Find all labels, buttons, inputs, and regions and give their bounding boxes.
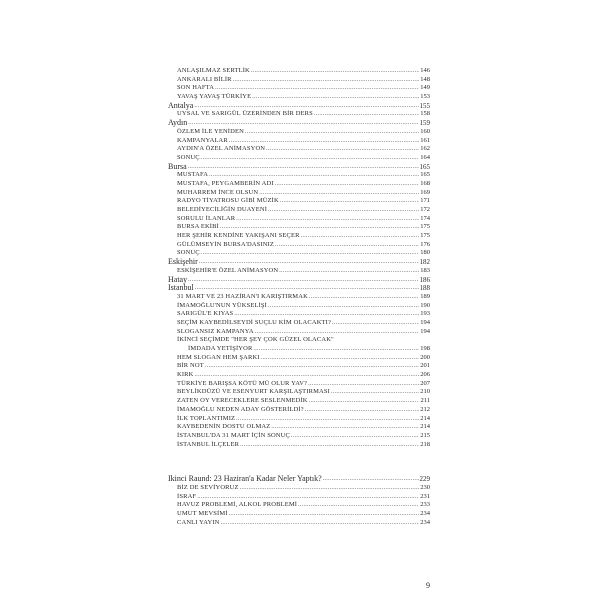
dot-leader <box>205 362 419 371</box>
toc-entry-page: 234 <box>420 518 430 526</box>
dot-leader <box>220 223 419 232</box>
dot-leader <box>308 380 419 389</box>
toc-entry-title: UMUT MEVSİMİ <box>177 510 228 517</box>
toc-entry-page: 234 <box>420 510 430 517</box>
toc-entry-title: GÜLÜMSEYİN BURSA'DASINIZ <box>177 240 275 248</box>
toc-subentry <box>168 241 430 250</box>
toc-subentry <box>168 345 430 354</box>
toc-subentry <box>168 328 430 337</box>
dot-leader <box>229 137 419 146</box>
toc-subentry <box>168 336 430 345</box>
toc-entry-title: SONUÇ <box>177 153 200 161</box>
toc-entry-title: İstanbul <box>168 284 194 293</box>
toc-entry-title: BİZ DE SEVİYORUZ <box>177 483 239 491</box>
dot-leader <box>188 276 418 285</box>
toc-entry-title: ANLAŞILMAZ SERTLİK <box>177 67 250 74</box>
toc-entry-page: 218 <box>420 440 430 448</box>
toc-entry-title: ÖZLEM İLE YENİDEN <box>177 127 244 135</box>
dot-leader <box>201 249 419 258</box>
dot-leader <box>199 258 419 267</box>
toc-entry-page: 168 <box>420 179 430 187</box>
toc-entry-page: 201 <box>420 362 430 370</box>
dot-leader <box>301 232 420 241</box>
toc-entry-title: MUSTAFA, PEYGAMBERİN ADI <box>177 179 274 187</box>
dot-leader <box>229 510 420 519</box>
toc-subentry <box>168 406 430 415</box>
toc-entry-page: 233 <box>420 501 430 509</box>
toc-subentry <box>168 388 430 397</box>
toc-entry-title: ESKİŞEHİR'E ÖZEL ANİMASYON <box>177 266 279 274</box>
toc-subentry <box>168 319 430 328</box>
toc-entry-title: KIRK <box>177 371 194 379</box>
toc-subentry <box>168 197 430 206</box>
dot-leader <box>240 484 420 493</box>
toc-entry-page: 215 <box>420 431 430 439</box>
dot-leader <box>298 501 419 510</box>
toc-entry-title: TÜRKİYE BARIŞSA KÖTÜ MÜ OLUR YAV? <box>177 379 308 387</box>
toc-subentry <box>168 423 430 432</box>
toc-subentry <box>168 354 430 363</box>
toc-entry-title: HEM SLOGAN HEM ŞARKI <box>177 353 260 361</box>
toc-entry-title: SORULU İLANLAR <box>177 214 236 222</box>
toc-entry-page: 211 <box>420 397 430 405</box>
dot-leader <box>268 206 419 215</box>
toc-entry-title: İSRAF <box>177 492 197 500</box>
toc-entry-page: 212 <box>420 405 430 413</box>
toc-section-entry <box>168 163 430 172</box>
toc-subentry <box>168 432 430 441</box>
toc-subentry <box>168 493 430 502</box>
toc-entry-title: Hatay <box>168 275 188 284</box>
dot-leader <box>233 76 420 85</box>
toc-block-2 <box>168 475 430 527</box>
dot-leader <box>234 310 419 319</box>
toc-subentry <box>168 137 430 146</box>
toc-entry-page: 162 <box>420 145 430 153</box>
dot-leader <box>194 102 418 111</box>
dot-leader <box>279 267 419 276</box>
dot-leader <box>266 145 419 154</box>
toc-entry-page: 171 <box>420 197 430 205</box>
dot-leader <box>309 293 419 302</box>
toc-entry-page: 174 <box>420 214 430 222</box>
dot-leader <box>188 119 418 128</box>
dot-leader <box>221 519 420 528</box>
dot-leader <box>195 371 420 380</box>
toc-entry-title: AYDIN'A ÖZEL ANİMASYON <box>177 145 266 153</box>
dot-leader <box>271 423 419 432</box>
toc-entry-title: UYSAL VE SARIGÜL ÜZERİNDEN BİR DERS <box>177 110 313 118</box>
toc-entry-page: 146 <box>420 67 430 74</box>
toc-entry-title: İKİNCİ SEÇİMDE "HER ŞEY ÇOK GÜZEL OLACAK" <box>177 336 334 344</box>
toc-subentry <box>168 180 430 189</box>
toc-entry-title: İkinci Raund: 23 Haziran'a Kadar Neler Yaptık? <box>168 475 322 484</box>
dot-leader <box>275 180 420 189</box>
toc-subentry <box>168 310 430 319</box>
toc-entry-title: SARIGÜL'E KIYAS <box>177 310 234 318</box>
toc-subentry <box>168 93 430 102</box>
dot-leader <box>261 354 420 363</box>
toc-section-entry <box>168 284 430 293</box>
toc-entry-title: İMDADA YETİŞİYOR <box>188 345 253 352</box>
dot-leader <box>245 128 419 137</box>
toc-entry-page: 164 <box>420 153 430 161</box>
toc-entry-page: 183 <box>420 266 430 274</box>
toc-subentry <box>168 293 430 302</box>
dot-leader <box>275 241 419 250</box>
dot-leader <box>252 93 419 102</box>
dot-leader <box>280 197 419 206</box>
dot-leader <box>236 215 419 224</box>
toc-subentry <box>168 362 430 371</box>
dot-leader <box>195 284 419 293</box>
dot-leader <box>268 302 419 311</box>
toc-entry-title: SONUÇ <box>177 249 200 257</box>
toc-entry-title: BELEDİYECİLİĞİN DUAYENİ <box>177 206 268 213</box>
dot-leader <box>215 84 419 93</box>
toc-entry-page: 193 <box>420 310 430 318</box>
dot-leader <box>253 345 419 354</box>
toc-entry-title: KAMPANYALAR <box>177 136 228 144</box>
dot-leader <box>188 163 419 172</box>
toc-subentry <box>168 76 430 85</box>
toc-entry-page: 189 <box>420 292 430 300</box>
dot-leader <box>309 397 420 406</box>
table-of-contents <box>168 67 430 527</box>
toc-entry-title: Aydın <box>168 119 188 128</box>
toc-block-1 <box>168 67 430 449</box>
toc-subentry <box>168 397 430 406</box>
toc-entry-page: 176 <box>420 240 430 248</box>
toc-entry-title: İMAMOĞLU'NUN YÜKSELİŞİ <box>177 301 267 309</box>
toc-entry-page: 161 <box>420 136 430 144</box>
dot-leader <box>251 67 419 76</box>
toc-entry-page: 198 <box>420 345 430 352</box>
toc-section-entry <box>168 102 430 111</box>
toc-entry-title: CANLI YAYIN <box>177 518 220 526</box>
toc-entry-title: YAVAŞ YAVAŞ TÜRKİYE <box>177 93 252 101</box>
toc-subentry <box>168 380 430 389</box>
toc-section-entry <box>168 475 430 484</box>
toc-entry-page: 186 <box>419 275 430 284</box>
toc-subentry <box>168 154 430 163</box>
toc-entry-page: 159 <box>419 119 430 128</box>
toc-section-entry <box>168 119 430 128</box>
toc-entry-title: Eskişehir <box>168 258 198 267</box>
toc-subentry <box>168 302 430 311</box>
toc-entry-title: SLOGANSIZ KAMPANYA <box>177 327 254 335</box>
toc-entry-page: 206 <box>420 371 430 379</box>
toc-entry-page: 200 <box>420 353 430 361</box>
toc-entry-title: 31 MART VE 23 HAZİRAN'I KARIŞTIRMAK <box>177 292 308 300</box>
toc-entry-page: 207 <box>420 379 430 387</box>
dot-leader <box>291 432 419 441</box>
toc-entry-page: 194 <box>420 318 430 326</box>
toc-entry-page: 214 <box>420 414 430 422</box>
toc-subentry <box>168 415 430 424</box>
toc-subentry <box>168 267 430 276</box>
toc-entry-page: 175 <box>420 223 430 231</box>
dot-leader <box>240 441 419 450</box>
toc-subentry <box>168 519 430 528</box>
dot-leader <box>259 189 419 198</box>
dot-leader <box>314 110 419 119</box>
toc-subentry <box>168 171 430 180</box>
toc-subentry <box>168 510 430 519</box>
toc-entry-title: RADYO TİYATROSU GİBİ MÜZİK <box>177 197 279 205</box>
toc-entry-title: MUHARREM İNCE OLSUN <box>177 188 259 196</box>
toc-subentry <box>168 128 430 137</box>
toc-subentry <box>168 441 430 450</box>
toc-entry-title: HER ŞEHİR KENDİNE YAKIŞANI SEÇER <box>177 232 300 240</box>
toc-entry-title: SEÇİM KAYBEDİLSEYDİ SUÇLU KİM OLACAKTI? <box>177 318 332 326</box>
toc-entry-page: 180 <box>420 249 430 257</box>
toc-subentry <box>168 484 430 493</box>
toc-entry-page: 158 <box>420 110 430 118</box>
toc-subentry <box>168 371 430 380</box>
toc-entry-title: MUSTAFA <box>177 171 209 179</box>
toc-entry-title: İLK TOPLANTIMIZ <box>177 414 236 422</box>
dot-leader <box>323 475 419 484</box>
toc-entry-page: 182 <box>419 258 430 267</box>
toc-subentry <box>168 110 430 119</box>
toc-entry-title: BİR NOT <box>177 362 204 370</box>
toc-subentry <box>168 189 430 198</box>
toc-entry-page: 148 <box>420 75 430 83</box>
toc-entry-page: 190 <box>420 301 430 309</box>
toc-subentry <box>168 145 430 154</box>
toc-entry-page: 169 <box>420 188 430 196</box>
dot-leader <box>201 154 419 163</box>
toc-subentry <box>168 67 430 76</box>
toc-entry-page: 210 <box>420 388 430 396</box>
dot-leader <box>332 319 419 328</box>
toc-entry-page: 165 <box>420 171 430 179</box>
toc-entry-page: 172 <box>420 206 430 213</box>
toc-entry-page: 229 <box>419 475 430 484</box>
dot-leader <box>197 493 419 502</box>
toc-subentry <box>168 84 430 93</box>
toc-entry-page: 175 <box>420 232 430 240</box>
toc-subentry <box>168 223 430 232</box>
toc-entry-title: ZATEN OY VERECEKLERE SESLENMEDİK <box>177 397 308 405</box>
toc-section-entry <box>168 276 430 285</box>
toc-entry-title: BURSA EKİBİ <box>177 223 219 231</box>
toc-subentry <box>168 249 430 258</box>
toc-entry-page: 194 <box>420 327 430 335</box>
toc-subentry <box>168 232 430 241</box>
toc-entry-title: İSTANBUL'DA 31 MART İÇİN SONUÇ <box>177 431 290 439</box>
toc-subentry <box>168 501 430 510</box>
toc-entry-page: 188 <box>419 284 430 293</box>
page-number: 9 <box>426 581 430 590</box>
section-gap <box>168 449 430 475</box>
toc-entry-title: SON HAFTA <box>177 84 215 92</box>
toc-entry-page: 155 <box>419 101 430 110</box>
dot-leader <box>331 388 419 397</box>
toc-entry-title: İSTANBUL İLÇELER <box>177 440 240 448</box>
toc-entry-page: 160 <box>420 127 430 135</box>
toc-entry-title: Antalya <box>168 101 194 110</box>
toc-section-entry <box>168 258 430 267</box>
toc-entry-title: İMAMOĞLU NEDEN ADAY GÖSTERİLDİ? <box>177 405 304 413</box>
toc-entry-page: 153 <box>420 93 430 101</box>
toc-entry-title: ANKARALI BİLİR <box>177 75 232 83</box>
toc-entry-page: 149 <box>420 84 430 92</box>
toc-entry-page: 214 <box>420 423 430 431</box>
toc-subentry <box>168 215 430 224</box>
toc-entry-title: HAVUZ PROBLEMİ, ALKOL PROBLEMİ <box>177 501 298 509</box>
toc-entry-title: BEYLİKDÜZÜ VE ESENYURT KARŞILAŞTIRMASI <box>177 388 330 396</box>
toc-entry-page: 165 <box>419 162 430 171</box>
dot-leader <box>305 406 419 415</box>
toc-entry-page: 231 <box>420 492 430 500</box>
dot-leader <box>236 415 419 424</box>
toc-entry-title: Bursa <box>168 162 187 171</box>
dot-leader <box>209 171 419 180</box>
dot-leader <box>255 328 420 337</box>
toc-subentry <box>168 206 430 215</box>
toc-entry-page: 230 <box>420 483 430 491</box>
toc-entry-title: KAYBEDENİN DOSTU OLMAZ <box>177 423 271 431</box>
